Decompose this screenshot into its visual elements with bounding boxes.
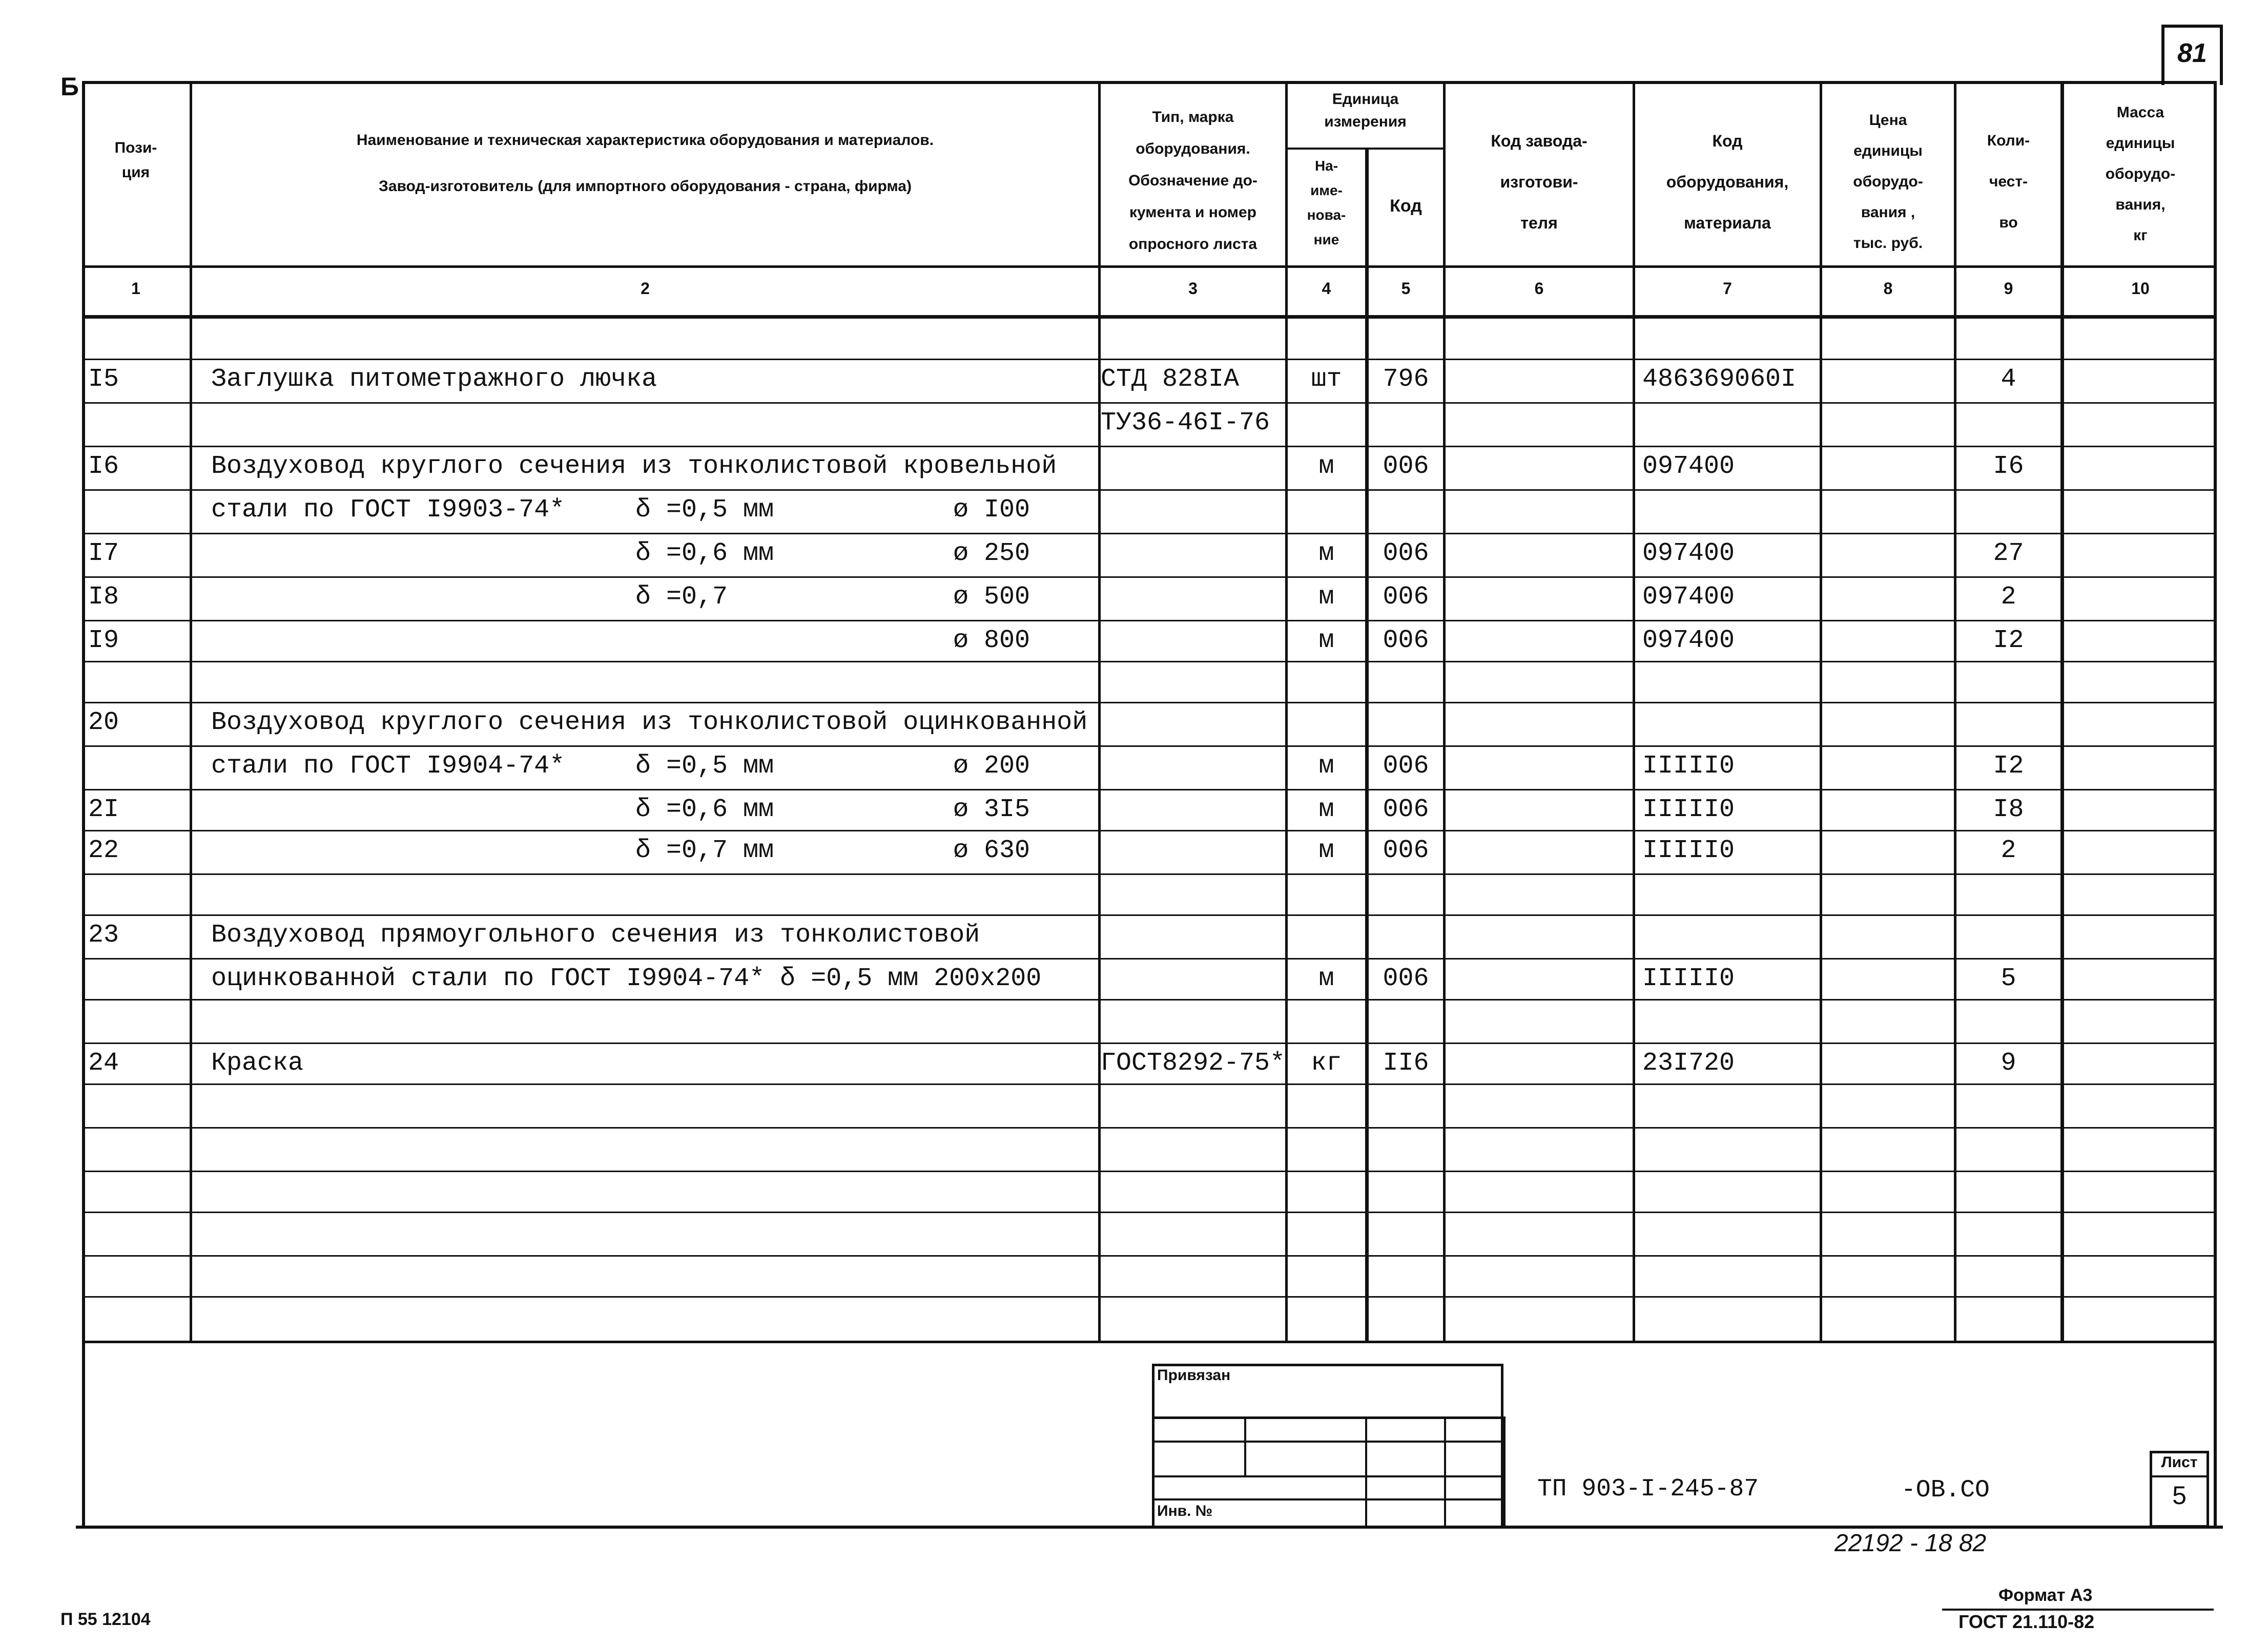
cell-name: оцинкованной стали по ГОСТ I9904-74* δ =0,5 мм 200х200 [211,964,1042,993]
col-header-price: Цена единицы оборудо- вания , тыс. руб. [1853,112,1923,252]
cell-material-code: 097400 [1642,582,1735,612]
cell-unit: кг [1311,1049,1342,1078]
col-header-factory-code: Код завода- изготови- теля [1491,132,1587,232]
cell-unit: м [1318,964,1334,993]
sheet-stamp: 81 [2177,38,2207,68]
cell-unit: м [1318,626,1334,655]
cell-thickness: δ =0,5 мм [635,752,774,781]
corner-mark: Б [60,72,79,101]
cell-name: Воздуховод круглого сечения из тонколистовой кровельной [211,452,1057,481]
cell-unit: м [1318,752,1334,781]
cell-position: I8 [88,582,119,612]
col-number: 10 [2131,279,2150,298]
cell-position: 20 [88,708,119,737]
cell-thickness: δ =0,7 мм [635,836,774,865]
cell-material-code: 486369060I [1642,365,1797,394]
cell-unit-code: 006 [1383,795,1429,824]
col-header-unit-code: Код [1390,196,1422,216]
cell-quantity: 27 [1993,539,2024,568]
cell-diameter: ø 3I5 [953,795,1030,824]
cell-quantity: 2 [2001,582,2016,612]
col-header-quantity: Коли- чест- во [1987,132,2030,231]
cell-diameter: ø 500 [953,582,1030,612]
cell-unit-code: 796 [1383,365,1429,394]
cell-quantity: 4 [2001,365,2016,394]
cell-unit-code: II6 [1383,1049,1429,1078]
col-number: 8 [1883,279,1893,298]
col-header-position: Пози- ция [114,139,157,181]
cell-unit: м [1318,795,1334,824]
cell-material-code: IIIII0 [1642,836,1735,865]
handwritten-note: 22192 - 18 82 [1834,1530,1987,1557]
cell-document: СТД 828IА [1101,365,1240,394]
cell-material-code: 097400 [1642,626,1735,655]
cell-thickness: δ =0,5 мм [635,495,774,525]
col-header-type: Тип, марка оборудования. Обозначение до- кумента и номер опросного листа [1128,109,1257,253]
cell-quantity: 5 [2001,964,2016,993]
privyazan-label: Привязан [1157,1367,1231,1384]
cell-unit-code: 006 [1383,452,1429,481]
cell-material-code: IIIII0 [1642,795,1735,824]
col-header-material-code: Код оборудования, материала [1666,132,1789,232]
cell-document: ГОСТ8292-75* [1101,1049,1285,1078]
col-header-name-line2: Завод-изготовитель (для импортного оборудования - страна, фирма) [379,178,912,195]
sheet-label: Лист [2161,1454,2198,1471]
frame-bottom-line [76,1526,2223,1529]
cell-unit-code: 006 [1383,539,1429,568]
cell-position: 2I [88,795,119,824]
sheet-stamp-box [2161,25,2223,85]
cell-thickness: δ =0,7 [635,582,728,612]
cell-unit: м [1318,836,1334,865]
cell-name: стали по ГОСТ I9904-74* [211,752,565,781]
cell-position: 23 [88,921,119,950]
cell-name: Краска [211,1049,304,1078]
cell-diameter: ø 250 [953,539,1030,568]
cell-position: I6 [88,452,119,481]
col-header-unit-group: Единица измерения [1324,91,1407,130]
cell-unit-code: 006 [1383,582,1429,612]
cell-name: Воздуховод прямоугольного сечения из тонколистовой [211,921,980,950]
cell-quantity: I8 [1993,795,2024,824]
cell-diameter: ø 800 [953,626,1030,655]
cell-quantity: I6 [1993,452,2024,481]
cell-position: 24 [88,1049,119,1078]
col-number: 1 [131,279,140,298]
cell-material-code: 23I720 [1642,1049,1735,1078]
sheet-number: 5 [2172,1481,2187,1510]
cell-thickness: δ =0,6 мм [635,539,774,568]
col-number: 9 [2004,279,2013,298]
col-number: 7 [1723,279,1732,298]
cell-unit: м [1318,539,1334,568]
cell-name: стали по ГОСТ I9903-74* [211,495,565,525]
cell-material-code: IIIII0 [1642,752,1735,781]
cell-quantity: I2 [1993,626,2024,655]
footer-gost: ГОСТ 21.110-82 [1958,1611,2095,1632]
footer-left-code: П 55 12104 [60,1610,151,1629]
cell-quantity: 2 [2001,836,2016,865]
cell-quantity: 9 [2001,1049,2016,1078]
cell-diameter: ø 630 [953,836,1030,865]
cell-position: I5 [88,365,119,394]
cell-quantity: I2 [1993,752,2024,781]
cell-diameter: ø I00 [953,495,1030,525]
col-number: 2 [641,279,650,298]
cell-document: ТУ36-46I-76 [1101,408,1270,437]
cell-position: I9 [88,626,119,655]
cell-unit: шт [1311,365,1342,394]
col-number: 6 [1534,279,1544,298]
cell-diameter: ø 200 [953,752,1030,781]
cell-position: I7 [88,539,119,568]
footer-format: Формат А3 [1998,1586,2093,1605]
cell-unit-code: 006 [1383,964,1429,993]
cell-unit-code: 006 [1383,752,1429,781]
cell-name: Воздуховод круглого сечения из тонколистовой оцинкованной [211,708,1088,737]
document-code: ТП 903-I-245-87 [1537,1475,1759,1503]
cell-material-code: 097400 [1642,539,1735,568]
cell-material-code: 097400 [1642,452,1735,481]
col-header-name-line1: Наименование и техническая характеристика оборудования и материалов. [356,132,934,149]
cell-unit: м [1318,452,1334,481]
inv-number-label: Инв. № [1157,1503,1213,1519]
cell-position: 22 [88,836,119,865]
col-number: 4 [1322,279,1331,298]
col-header-unit-name: На- име- нова- ние [1307,158,1346,247]
cell-material-code: IIIII0 [1642,964,1735,993]
document-suffix: -ОВ.СО [1901,1476,1990,1504]
col-number: 3 [1188,279,1198,298]
cell-unit-code: 006 [1383,836,1429,865]
cell-name: Заглушка питометражного лючка [211,365,657,394]
cell-unit: м [1318,582,1334,612]
col-header-mass: Масса единицы оборудо- вания, кг [2105,104,2176,244]
cell-unit-code: 006 [1383,626,1429,655]
cell-thickness: δ =0,6 мм [635,795,774,824]
col-number: 5 [1401,279,1411,298]
